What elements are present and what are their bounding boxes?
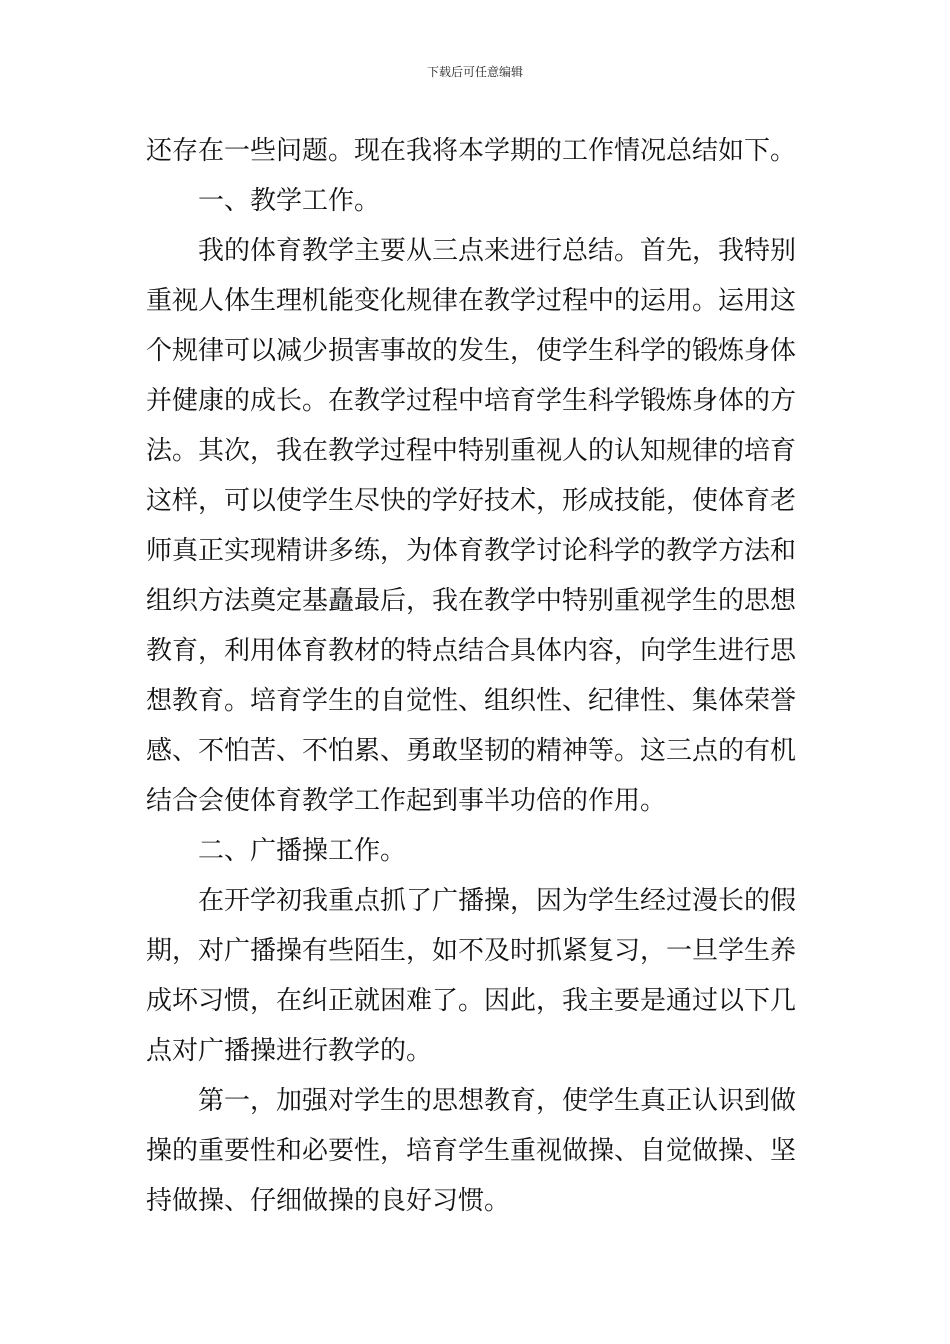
text-line: 想教育。培育学生的自觉性、组织性、纪律性、集体荣誉 (146, 686, 797, 716)
text-line: 结合会使体育教学工作起到事半功倍的作用。 (146, 786, 667, 816)
page-header: 下载后可任意编辑 (426, 65, 523, 79)
text-line: 持做操、仔细做操的良好习惯。 (146, 1186, 511, 1216)
section-heading-teaching: 一、教学工作。 (198, 186, 381, 216)
text-line: 还存在一些问题。现在我将本学期的工作情况总结如下。 (146, 136, 797, 166)
text-line: 期，对广播操有些陌生，如不及时抓紧复习，一旦学生养 (146, 936, 797, 966)
text-line: 操的重要性和必要性，培育学生重视做操、自觉做操、坚 (146, 1136, 797, 1166)
text-line: 重视人体生理机能变化规律在教学过程中的运用。运用这 (146, 286, 797, 316)
text-line: 组织方法奠定基矗最后，我在教学中特别重视学生的思想 (146, 586, 797, 616)
text-line: 感、不怕苦、不怕累、勇敢坚韧的精神等。这三点的有机 (146, 736, 797, 766)
document-body (146, 126, 808, 1226)
text-line: 教育，利用体育教材的特点结合具体内容，向学生进行思 (146, 636, 797, 666)
text-line: 在开学初我重点抓了广播操，因为学生经过漫长的假 (198, 886, 797, 916)
text-line: 成坏习惯，在纠正就困难了。因此，我主要是通过以下几 (146, 986, 797, 1016)
text-line: 并健康的成长。在教学过程中培育学生科学锻炼身体的方 (146, 386, 797, 416)
text-line: 个规律可以减少损害事故的发生，使学生科学的锻炼身体 (146, 336, 797, 366)
section-heading-broadcast-exercise: 二、广播操工作。 (198, 836, 407, 866)
text-line: 这样，可以使学生尽快的学好技术，形成技能，使体育老 (146, 486, 797, 516)
text-line: 我的体育教学主要从三点来进行总结。首先，我特别 (198, 236, 797, 266)
text-line: 点对广播操进行教学的。 (146, 1036, 433, 1066)
text-line: 师真正实现精讲多练，为体育教学讨论科学的教学方法和 (146, 536, 797, 566)
text-line: 第一，加强对学生的思想教育，使学生真正认识到做 (198, 1086, 797, 1116)
text-line: 法。其次，我在教学过程中特别重视人的认知规律的培育 (146, 436, 797, 466)
